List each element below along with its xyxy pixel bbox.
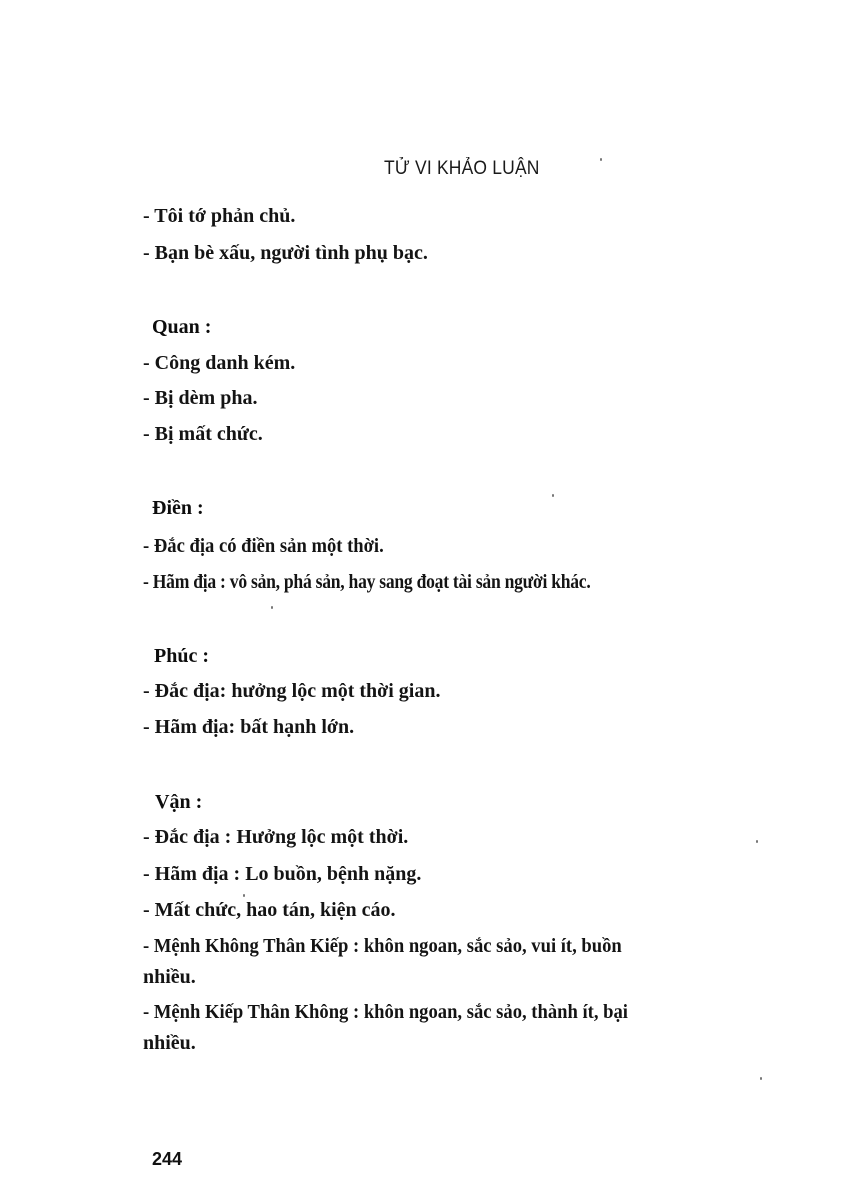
scan-speck [271, 606, 273, 609]
section-heading-dien: Điền : [152, 497, 204, 519]
scan-speck [552, 494, 554, 497]
list-item: - Mệnh Không Thân Kiếp : khôn ngoan, sắc sảo, vui ít, buồn [143, 935, 622, 957]
list-item: - Công danh kém. [143, 352, 296, 374]
list-item: - Mệnh Kiếp Thân Không : khôn ngoan, sắc sảo, thành ít, bại [143, 1001, 628, 1023]
list-item-continuation: nhiều. [143, 1032, 196, 1054]
list-item: - Đắc địa có điền sản một thời. [143, 535, 384, 557]
list-item: - Đắc địa : Hưởng lộc một thời. [143, 826, 409, 848]
section-heading-phuc: Phúc : [154, 645, 209, 667]
scan-speck [760, 1077, 762, 1080]
list-item: - Tôi tớ phản chủ. [143, 205, 296, 227]
list-item: - Bị mất chức. [143, 423, 263, 445]
list-item: - Mất chức, hao tán, kiện cáo. [143, 899, 396, 921]
list-item: - Hãm địa: bất hạnh lớn. [143, 716, 355, 738]
list-item: - Bạn bè xấu, người tình phụ bạc. [143, 242, 428, 264]
scan-speck [756, 840, 758, 843]
scan-speck [243, 894, 245, 897]
list-item: - Hãm địa : vô sản, phá sản, hay sang đoạt tài sản người khác. [143, 571, 591, 593]
section-heading-quan: Quan : [152, 316, 212, 338]
list-item: - Bị dèm pha. [143, 387, 258, 409]
running-header: TỬ VI KHẢO LUẬN [384, 158, 540, 179]
scan-speck [600, 158, 602, 161]
list-item-continuation: nhiều. [143, 966, 196, 988]
list-item: - Đắc địa: hưởng lộc một thời gian. [143, 680, 441, 702]
list-item: - Hãm địa : Lo buồn, bệnh nặng. [143, 863, 422, 885]
section-heading-van: Vận : [155, 791, 203, 813]
page-number: 244 [152, 1149, 183, 1169]
